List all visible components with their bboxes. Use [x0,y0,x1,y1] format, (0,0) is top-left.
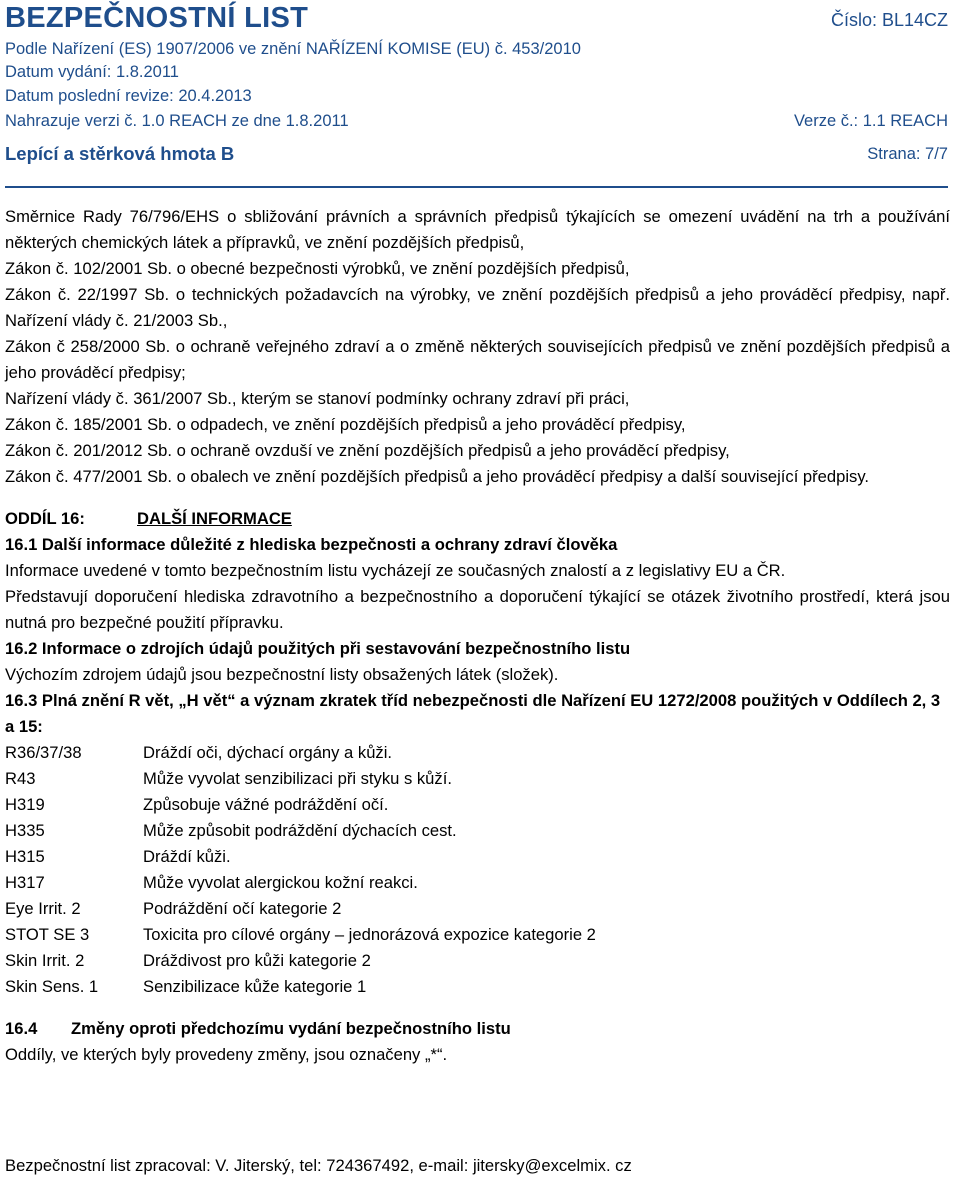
legislation-item: Zákon č. 185/2001 Sb. o odpadech, ve znění pozdějších předpisů a jeho prováděcí předpisy, [5,415,686,434]
legislation-item: Směrnice Rady 76/796/EHS o sbližování právních a správních předpisů týkajících se omezení uvádění na trh a používání některých chemických látek a přípravků, ve znění pozdějších předpisů, [5,207,950,252]
section-number: ODDÍL 16: [5,509,85,528]
document-title: BEZPEČNOSTNÍ LIST [5,2,309,34]
subsection-title-16-4 [5,1016,950,1042]
hazard-text: Dráždivost pro kůži kategorie 2 [143,951,371,970]
revision-date: Datum poslední revize: 20.4.2013 [5,87,252,105]
list-item [5,922,950,948]
hazard-text: Dráždí kůži. [143,847,231,866]
hazard-text: Dráždí oči, dýchací orgány a kůži. [143,743,393,762]
hazard-text: Způsobuje vážné podráždění očí. [143,795,389,814]
list-item [5,870,950,896]
hazard-text: Senzibilizace kůže kategorie 1 [143,977,367,996]
legislation-item: Zákon č. 201/2012 Sb. o ochraně ovzduší ve znění pozdějších předpisů a jeho prováděcí předpisy, [5,441,730,460]
hazard-text: Může způsobit podráždění dýchacích cest. [143,821,457,840]
subsection-title-16-3: 16.3 Plná znění R vět, „H vět“ a význam zkratek tříd nebezpečnosti dle Nařízení EU 1272/2008 použitých v Oddílech 2, 3 a 15: [5,691,941,736]
issue-date: Datum vydání: 1.8.2011 [5,63,179,81]
section-name: DALŠÍ INFORMACE [137,509,292,528]
hazard-code: R43 [5,769,36,788]
hazard-code: H319 [5,795,45,814]
legislation-item: Nařízení vlády č. 361/2007 Sb., kterým se stanoví podmínky ochrany zdraví při práci, [5,389,630,408]
list-item [5,974,950,1000]
legislation-item: Zákon č. 102/2001 Sb. o obecné bezpečnosti výrobků, ve znění pozdějších předpisů, [5,259,630,278]
legislation-item: Zákon č 258/2000 Sb. o ochraně veřejného zdraví a o změně některých souvisejících předpisů ve znění pozdějších předpisů a jeho prováděcí předpisy; [5,337,950,382]
document-body [5,204,950,1068]
regulation-line: Podle Nařízení (ES) 1907/2006 ve znění NAŘÍZENÍ KOMISE (EU) č. 453/2010 [5,40,581,58]
header-divider [5,186,948,188]
product-name: Lepící a stěrková hmota B [5,143,235,164]
hazard-code: H317 [5,873,45,892]
hazard-code: H335 [5,821,45,840]
subsection-name: Změny oproti předchozímu vydání bezpečnostního listu [71,1019,511,1038]
replaces-version: Nahrazuje verzi č. 1.0 REACH ze dne 1.8.2011 [5,112,349,130]
hazard-text: Podráždění očí kategorie 2 [143,899,342,918]
section-heading [5,506,950,532]
hazard-codes-list [5,740,950,1000]
subsection-title-16-2: 16.2 Informace o zdrojích údajů použitých při sestavování bezpečnostního listu [5,639,631,658]
paragraph: Výchozím zdrojem údajů jsou bezpečnostní listy obsažených látek (složek). [5,665,559,684]
list-item [5,896,950,922]
paragraph: Představují doporučení hlediska zdravotního a bezpečnostního a doporučení týkající se otázek životního prostředí, která jsou nutná pro bezpečné použití přípravku. [5,587,950,632]
list-item [5,818,950,844]
list-item [5,948,950,974]
hazard-code: Eye Irrit. 2 [5,899,81,918]
hazard-code: Skin Sens. 1 [5,977,99,996]
spacer [5,1000,950,1016]
paragraph: Informace uvedené v tomto bezpečnostním listu vycházejí ze současných znalostí a z legislativy EU a ČR. [5,561,786,580]
legislation-item: Zákon č. 22/1997 Sb. o technických požadavcích na výrobky, ve znění pozdějších předpisů a jeho prováděcí předpisy, např. Nařízení vlády č. 21/2003 Sb., [5,285,950,330]
spacer [5,490,950,506]
hazard-text: Může vyvolat senzibilizaci při styku s kůží. [143,769,452,788]
list-item [5,740,950,766]
page-number: Strana: 7/7 [867,145,948,163]
hazard-code: H315 [5,847,45,866]
document-number: Číslo: BL14CZ [830,10,948,30]
list-item [5,766,950,792]
legislation-item: Zákon č. 477/2001 Sb. o obalech ve znění pozdějších předpisů a jeho prováděcí předpisy a další související předpisy. [5,467,870,486]
hazard-code: STOT SE 3 [5,925,90,944]
hazard-code: Skin Irrit. 2 [5,951,85,970]
hazard-text: Může vyvolat alergickou kožní reakci. [143,873,418,892]
prepared-by-footer: Bezpečnostní list zpracoval: V. Jiterský, tel: 724367492, e-mail: jitersky@excelmix. cz [5,1156,632,1175]
list-item [5,844,950,870]
paragraph: Oddíly, ve kterých byly provedeny změny, jsou označeny „*“. [5,1045,448,1064]
hazard-code: R36/37/38 [5,743,82,762]
subsection-title-16-1: 16.1 Další informace důležité z hlediska bezpečnosti a ochrany zdraví člověka [5,535,618,554]
version-label: Verze č.: 1.1 REACH [793,112,948,130]
subsection-number: 16.4 [5,1019,38,1038]
list-item [5,792,950,818]
hazard-text: Toxicita pro cílové orgány – jednorázová expozice kategorie 2 [143,925,596,944]
